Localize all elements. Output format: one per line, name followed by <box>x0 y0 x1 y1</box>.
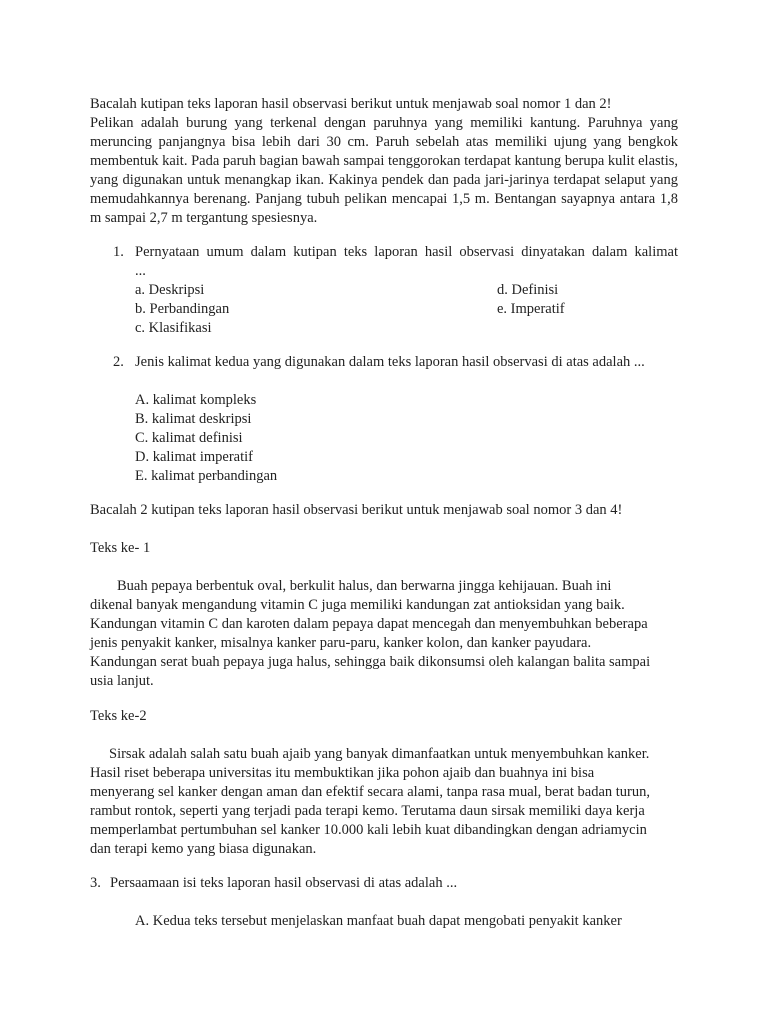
option-a: a. Deskripsi <box>135 282 205 298</box>
question-number: 1. <box>113 244 124 260</box>
intro-instruction-2: Bacalah 2 kutipan teks laporan hasil observasi berikut untuk menjawab soal nomor 3 dan 4! <box>90 502 623 518</box>
question-continuation: ... <box>135 263 146 279</box>
text-2-heading: Teks ke-2 <box>90 708 147 724</box>
text-1-line: Kandungan serat buah pepaya juga halus, sehingga baik dikonsumsi oleh kalangan balita sampai <box>90 654 651 670</box>
text-2-line: dan terapi kemo yang biasa digunakan. <box>90 841 317 857</box>
option-e: e. Imperatif <box>497 301 565 317</box>
text-2-line: menyerang sel kanker dengan aman dan efektif secara alami, tanpa rasa mual, berat badan turun, <box>90 784 651 800</box>
option-b: b. Perbandingan <box>135 301 230 317</box>
text-2-line: Hasil riset beberapa universitas itu membuktikan jika pohon ajaib dan buahnya ini bisa <box>90 765 595 781</box>
question-number: 2. <box>113 354 124 370</box>
passage-pelikan: Pelikan adalah burung yang terkenal dengan paruhnya yang memiliki kantung. Paruhnya yang meruncing panjangnya bisa lebih dari 30 cm. Paruh sebelah atas memiliki ujung yang bengkok membentuk kait. Pada paruh bagian bawah sampai tenggorokan terdapat kantung berupa kulit elastis, yang digunakan untuk menangkap ikan. Kakinya pendek dan pada jari-jarinya terdapat selaput yang memudahkannya berenang. Panjang tubuh pelikan mencapai 1,5 m. Bentangan sayapnya antara 1,8 m sampai 2,7 m tergantung spesiesnya. <box>90 115 678 226</box>
text-1-line: jenis penyakit kanker, misalnya kanker paru-paru, kanker kolon, dan kanker payudara. <box>90 635 592 651</box>
text-1-heading: Teks ke- 1 <box>90 540 151 556</box>
option-a: A. kalimat kompleks <box>135 392 257 408</box>
text-1-line: dikenal banyak mengandung vitamin C juga memiliki kandungan zat antioksidan yang baik. <box>90 597 625 613</box>
question-text: Pernyataan umum dalam kutipan teks laporan hasil observasi dinyatakan dalam kalimat <box>135 244 678 260</box>
text-2-line: Sirsak adalah salah satu buah ajaib yang banyak dimanfaatkan untuk menyembuhkan kanker. <box>109 746 650 762</box>
question-text: Jenis kalimat kedua yang digunakan dalam teks laporan hasil observasi di atas adalah ... <box>135 354 645 370</box>
text-1-line: usia lanjut. <box>90 673 154 689</box>
option-c: c. Klasifikasi <box>135 320 212 336</box>
question-text: Persaamaan isi teks laporan hasil observasi di atas adalah ... <box>110 875 458 891</box>
text-2-line: memperlambat pertumbuhan sel kanker 10.000 kali lebih kuat dibandingkan dengan adriamycin <box>90 822 647 838</box>
intro-instruction-1: Bacalah kutipan teks laporan hasil observasi berikut untuk menjawab soal nomor 1 dan 2! <box>90 96 612 112</box>
option-d: D. kalimat imperatif <box>135 449 253 465</box>
option-a: A. Kedua teks tersebut menjelaskan manfaat buah dapat mengobati penyakit kanker <box>135 913 622 929</box>
option-c: C. kalimat definisi <box>135 430 243 446</box>
text-1-line: Buah pepaya berbentuk oval, berkulit halus, dan berwarna jingga kehijauan. Buah ini <box>117 578 612 594</box>
text-1-line: Kandungan vitamin C dan karoten dalam pepaya dapat mencegah dan menyembuhkan beberapa <box>90 616 648 632</box>
option-e: E. kalimat perbandingan <box>135 468 278 484</box>
option-b: B. kalimat deskripsi <box>135 411 252 427</box>
text-2-line: rambut rontok, seperti yang terjadi pada terapi kemo. Terutama daun sirsak memiliki daya kerja <box>90 803 645 819</box>
option-d: d. Definisi <box>497 282 559 298</box>
question-number: 3. <box>90 875 101 891</box>
